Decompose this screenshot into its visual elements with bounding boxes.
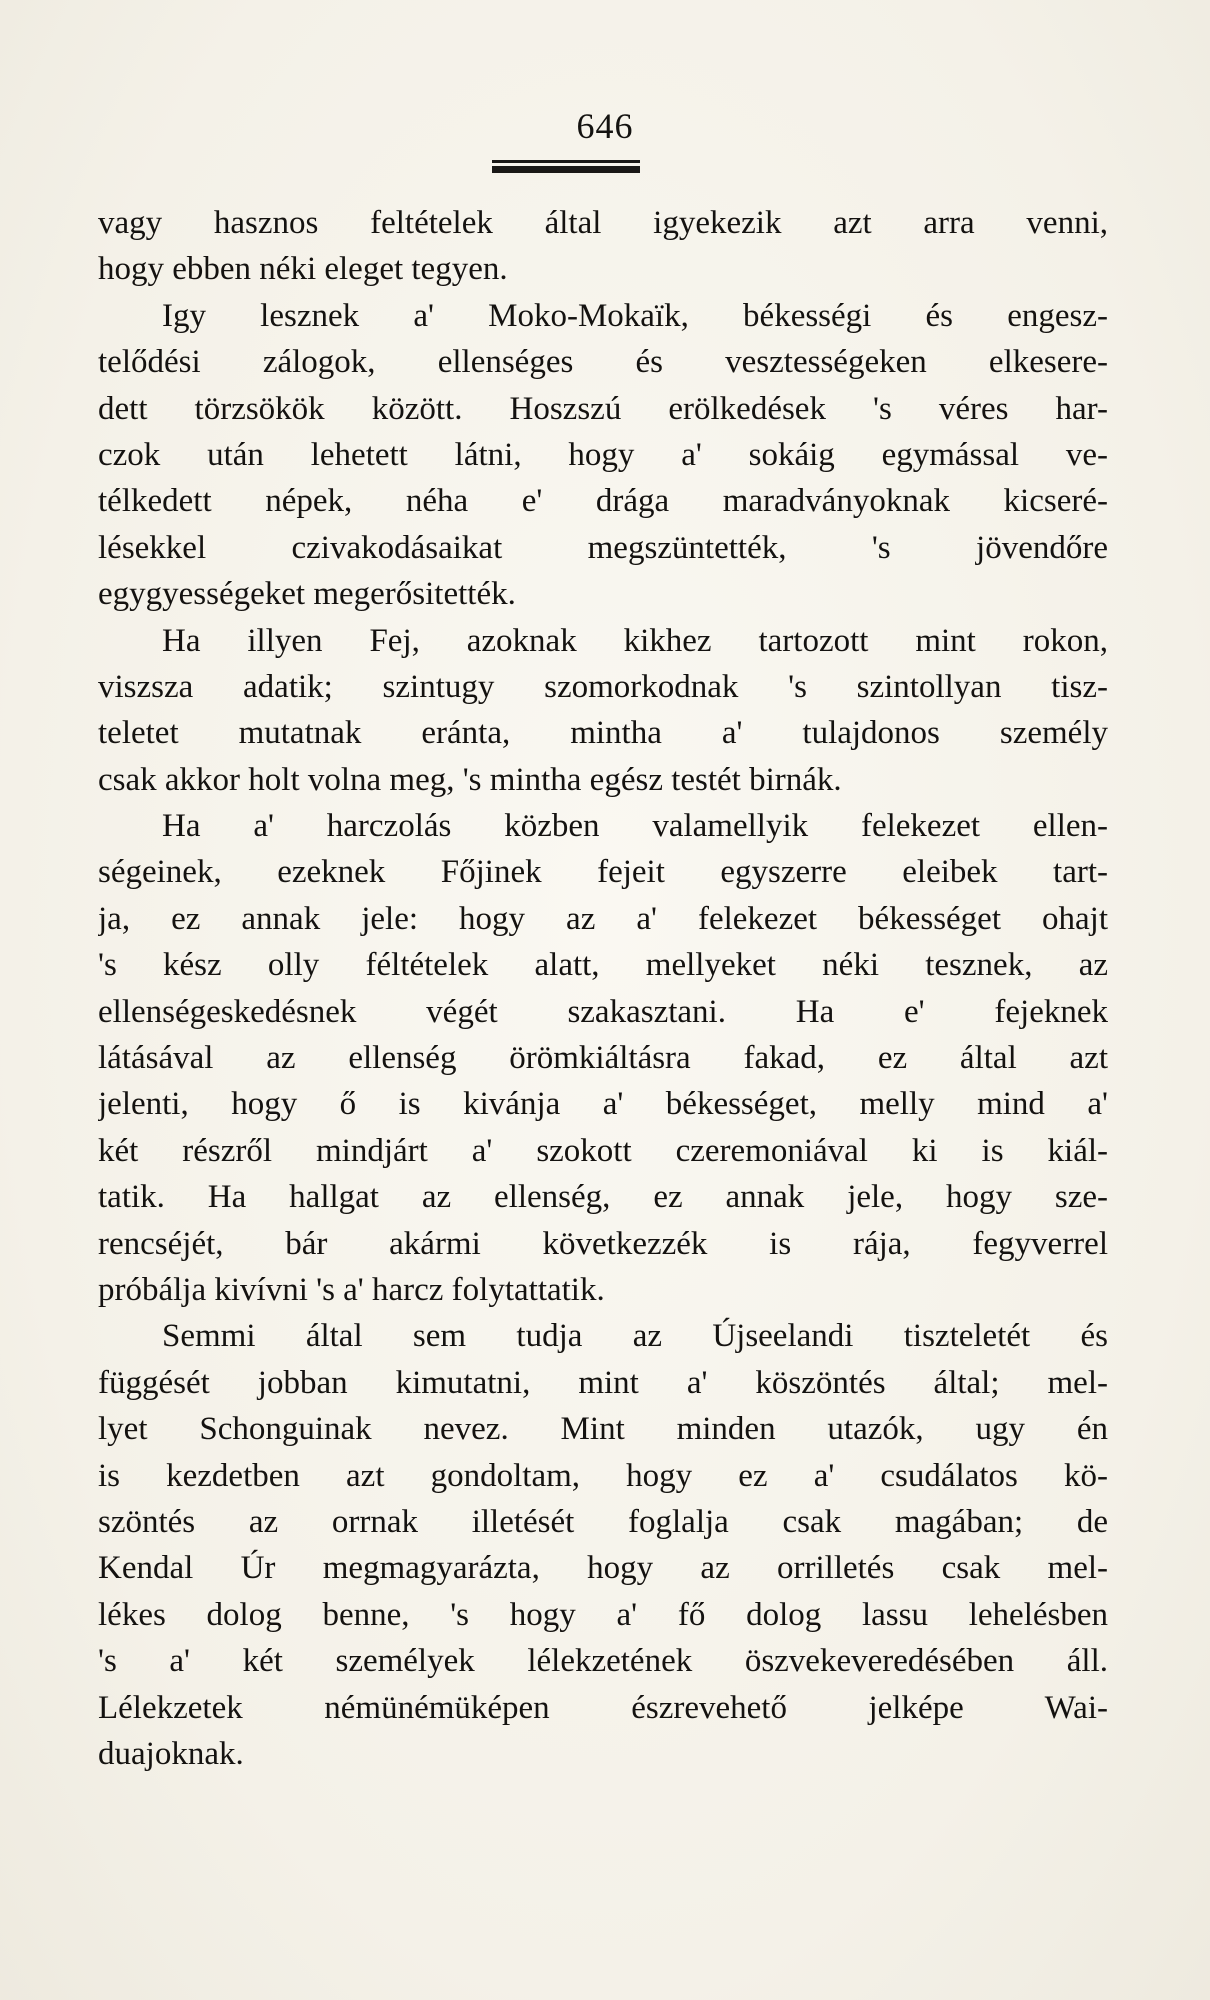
text-line: ja, ez annak jele: hogy az a' felekezet békességet ohajt: [98, 900, 1108, 937]
text-line: csak akkor holt volna meg, 's mintha egész testét birnák.: [98, 761, 842, 798]
header-rule: [492, 160, 640, 173]
text-line: ségeinek, ezeknek Főjinek fejeit egyszerre eleibek tart-: [98, 854, 1108, 891]
text-line: Semmi által sem tudja az Újseelandi tiszteletét és: [162, 1318, 1108, 1355]
text-line: próbálja kivívni 's a' harcz folytattatik.: [98, 1271, 605, 1308]
text-line: rencséjét, bár akármi következzék is rája, fegyverrel: [98, 1225, 1108, 1262]
text-line: lyet Schonguinak nevez. Mint minden utazók, ugy én: [98, 1411, 1108, 1448]
text-line: lékes dolog benne, 's hogy a' fő dolog lassu lehelésben: [98, 1596, 1108, 1633]
text-line: czok után lehetett látni, hogy a' sokáig egymással ve-: [98, 436, 1108, 473]
text-line: látásával az ellenség örömkiáltásra fakad, ez által azt: [98, 1040, 1108, 1077]
text-line: dett törzsökök között. Hoszszú erölkedések 's véres har-: [98, 390, 1108, 427]
text-line: télkedett népek, néha e' drága maradványoknak kicseré-: [98, 483, 1108, 520]
text-line: hogy ebben néki eleget tegyen.: [98, 251, 508, 288]
text-line: viszsza adatik; szintugy szomorkodnak 's szintollyan tisz-: [98, 668, 1108, 705]
text-line: Kendal Úr megmagyarázta, hogy az orrilletés csak mel-: [98, 1550, 1108, 1587]
text-line: 's kész olly féltételek alatt, mellyeket néki tesznek, az: [98, 947, 1108, 984]
text-line: Ha illyen Fej, azoknak kikhez tartozott mint rokon,: [162, 622, 1108, 659]
text-line: lésekkel czivakodásaikat megszüntették, 's jövendőre: [98, 529, 1108, 566]
text-line: szöntés az orrnak illetését foglalja csak magában; de: [98, 1503, 1108, 1540]
text-line: két részről mindjárt a' szokott czeremoniával ki is kiál-: [98, 1132, 1108, 1169]
header-rule-thick: [492, 166, 640, 173]
text-line: ellenségeskedésnek végét szakasztani. Ha e' fejeknek: [98, 993, 1108, 1030]
text-line: Ha a' harczolás közben valamellyik felekezet ellen-: [162, 808, 1108, 845]
page-number: 646: [576, 106, 634, 146]
text-line: telődési zálogok, ellenséges és vesztességeken elkesere-: [98, 344, 1108, 381]
text-line: jelenti, hogy ő is kivánja a' békességet, melly mind a': [98, 1086, 1108, 1123]
text-line: is kezdetben azt gondoltam, hogy ez a' csudálatos kö-: [98, 1457, 1108, 1494]
text-line: duajoknak.: [98, 1735, 244, 1772]
text-line: függését jobban kimutatni, mint a' köszöntés által; mel-: [98, 1364, 1108, 1401]
text-line: teletet mutatnak eránta, mintha a' tulajdonos személy: [98, 715, 1108, 752]
header-rule-thin: [492, 160, 640, 163]
text-line: vagy hasznos feltételek által igyekezik azt arra venni,: [98, 205, 1108, 241]
text-line: Igy lesznek a' Moko-Mokaïk, békességi és engesz-: [162, 297, 1108, 334]
body-text: [98, 200, 1108, 1777]
text-line: Lélekzetek némünémüképen észrevehető jelképe Wai-: [98, 1689, 1108, 1726]
text-line: tatik. Ha hallgat az ellenség, ez annak jele, hogy sze-: [98, 1179, 1108, 1216]
text-line: 's a' két személyek lélekzetének öszvekeveredésében áll.: [98, 1643, 1108, 1680]
text-line: egygyességeket megerősitették.: [98, 576, 516, 613]
